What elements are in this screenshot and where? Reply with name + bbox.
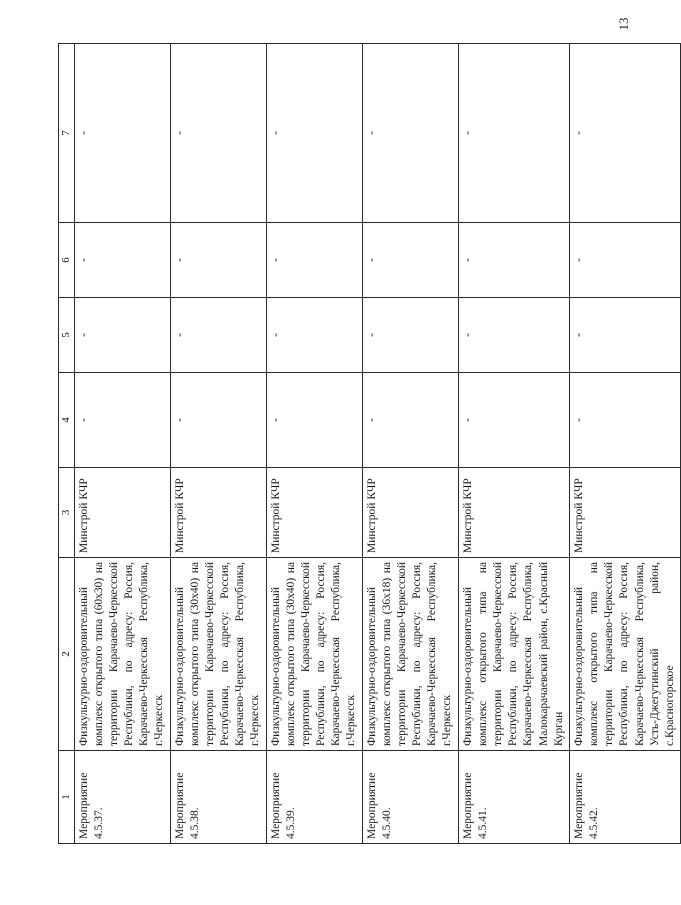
page-number: 13: [616, 17, 631, 31]
table-row: [362, 44, 458, 844]
column-7-cell: -: [266, 44, 362, 223]
column-7-cell: -: [170, 44, 266, 223]
description-cell: Физкультурно-оздоровительный комплекс открытого типа (60х30) на территории Карачаево-Черкесской Республики, по адресу: Россия, Карачаево-Черкесская Республика, г.Черкесск: [74, 558, 170, 751]
column-6-cell: -: [569, 223, 680, 298]
agency-cell: Минстрой КЧР: [362, 468, 458, 558]
agency-cell: Минстрой КЧР: [266, 468, 362, 558]
table-row: [458, 44, 569, 844]
column-4-cell: -: [266, 373, 362, 468]
column-header-4: 4: [59, 373, 75, 468]
column-5-cell: -: [569, 298, 680, 373]
event-number-cell: Мероприятие 4.5.42.: [569, 751, 680, 844]
event-number-cell: Мероприятие 4.5.41.: [458, 751, 569, 844]
event-number-cell: Мероприятие 4.5.40.: [362, 751, 458, 844]
column-header-2: 2: [59, 558, 75, 751]
agency-cell: Минстрой КЧР: [170, 468, 266, 558]
column-7-cell: -: [74, 44, 170, 223]
column-5-cell: -: [170, 298, 266, 373]
event-number-cell: Мероприятие 4.5.39.: [266, 751, 362, 844]
table-row: [74, 44, 170, 844]
table-row: [266, 44, 362, 844]
description-cell: Физкультурно-оздоровительный комплекс открытого типа (30х40) на территории Карачаево-Черкесской Республики, по адресу: Россия, Карачаево-Черкесская Республика, г.Черкесск: [266, 558, 362, 751]
column-7-cell: -: [362, 44, 458, 223]
column-6-cell: -: [266, 223, 362, 298]
column-6-cell: -: [458, 223, 569, 298]
header-row: [59, 44, 75, 844]
table-container: [58, 44, 676, 844]
agency-cell: Минстрой КЧР: [74, 468, 170, 558]
column-header-7: 7: [59, 44, 75, 223]
table-row: [569, 44, 680, 844]
column-5-cell: -: [74, 298, 170, 373]
description-cell: Физкультурно-оздоровительный комплекс открытого типа на территории Карачаево-Черкесской Республики, по адресу: Россия, Карачаево-Черкесская Республика, Малокарачаевский район, с.Красный Курган: [458, 558, 569, 751]
column-6-cell: -: [74, 223, 170, 298]
column-6-cell: -: [170, 223, 266, 298]
rotated-table-frame: [58, 44, 676, 844]
column-header-3: 3: [59, 468, 75, 558]
column-4-cell: -: [74, 373, 170, 468]
column-4-cell: -: [170, 373, 266, 468]
column-4-cell: -: [362, 373, 458, 468]
column-header-1: 1: [59, 751, 75, 844]
table-row: [170, 44, 266, 844]
column-5-cell: -: [266, 298, 362, 373]
event-number-cell: Мероприятие 4.5.38.: [170, 751, 266, 844]
column-5-cell: -: [458, 298, 569, 373]
agency-cell: Минстрой КЧР: [458, 468, 569, 558]
description-cell: Физкультурно-оздоровительный комплекс открытого типа на территории Карачаево-Черкесской Республики, по адресу: Россия, Карачаево-Черкесская Республика, Усть-Джегутинский район, с.Красногорское: [569, 558, 680, 751]
column-header-5: 5: [59, 298, 75, 373]
agency-cell: Минстрой КЧР: [569, 468, 680, 558]
description-cell: Физкультурно-оздоровительный комплекс открытого типа (30х40) на территории Карачаево-Черкесской Республики, по адресу: Россия, Карачаево-Черкесская Республика, г.Черкесск: [170, 558, 266, 751]
column-7-cell: -: [569, 44, 680, 223]
column-5-cell: -: [362, 298, 458, 373]
column-header-6: 6: [59, 223, 75, 298]
column-4-cell: -: [458, 373, 569, 468]
description-cell: Физкультурно-оздоровительный комплекс открытого типа (36х18) на территории Карачаево-Черкесской Республики, по адресу: Россия, Карачаево-Черкесская Республика, г.Черкесск: [362, 558, 458, 751]
column-4-cell: -: [569, 373, 680, 468]
activities-table: [58, 43, 681, 844]
event-number-cell: Мероприятие 4.5.37.: [74, 751, 170, 844]
column-6-cell: -: [362, 223, 458, 298]
column-7-cell: -: [458, 44, 569, 223]
